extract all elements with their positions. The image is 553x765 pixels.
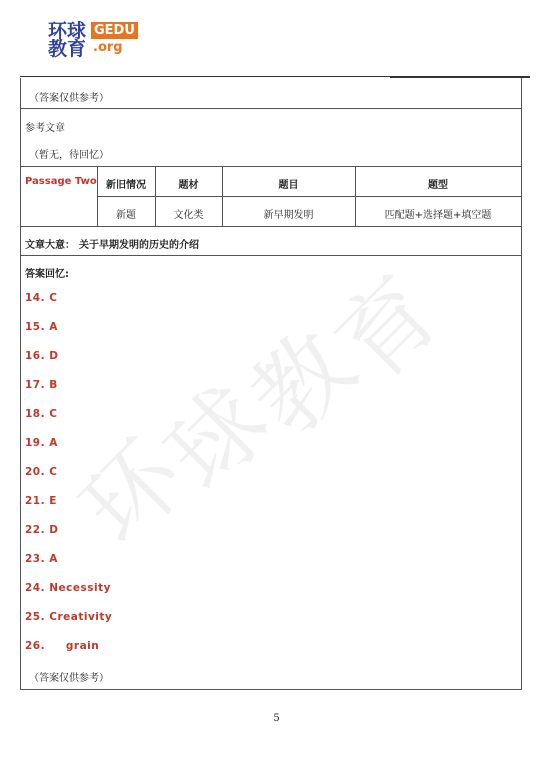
answers-label: 答案回忆:	[25, 269, 69, 280]
answer-item: 18. C	[25, 408, 58, 420]
answer-item: 22. D	[25, 524, 59, 536]
answer-item: 26. grain	[25, 640, 100, 652]
answer-item: 23. A	[25, 553, 58, 565]
value-genre: 文化类	[173, 210, 204, 221]
answer-item: 16. D	[25, 350, 59, 362]
content-table	[20, 78, 522, 690]
divider	[21, 255, 521, 256]
header-question-type: 题型	[428, 180, 448, 191]
page-number: 5	[273, 713, 280, 724]
answer-item: 25. Creativity	[25, 611, 113, 623]
summary-label: 文章大意：	[25, 240, 75, 251]
answer-item: 15. A	[25, 321, 58, 333]
watermark-char-1: 环	[60, 421, 206, 567]
summary-text: 关于早期发明的历史的介绍	[79, 240, 199, 251]
answer-item: 19. A	[25, 437, 58, 449]
answer-item: 20. C	[25, 466, 58, 478]
value-status: 新题	[116, 210, 136, 221]
divider	[21, 108, 521, 109]
answer-item: 17. B	[25, 379, 58, 391]
header-genre: 题材	[178, 180, 199, 191]
ref-article-text: （暂无，待回忆）	[29, 150, 109, 161]
logo-chinese-text	[48, 22, 86, 58]
value-question-type: 匹配题+选择题+填空题	[384, 210, 492, 221]
value-title: 新早期发明	[263, 210, 314, 221]
logo-gedu-badge: GEDU	[91, 22, 138, 39]
divider	[21, 166, 521, 167]
divider	[21, 226, 521, 227]
watermark-char-3: 教	[230, 311, 376, 457]
watermark-char-4: 育	[315, 256, 461, 402]
header-status: 新旧情况	[106, 180, 146, 191]
logo-cn-line2: 教育	[48, 38, 87, 60]
answer-item: 14. C	[25, 292, 58, 304]
header-title: 题目	[278, 180, 299, 191]
logo-cn-line1: 环球	[48, 20, 87, 42]
watermark-char-2: 球	[145, 366, 291, 512]
answer-item: 21. E	[25, 495, 57, 507]
ref-article-label: 参考文章	[25, 123, 65, 134]
note-top: （答案仅供参考）	[29, 93, 109, 104]
divider	[97, 196, 521, 197]
note-bottom: （答案仅供参考）	[29, 673, 109, 684]
answer-item: 24. Necessity	[25, 582, 111, 594]
logo-org-text: .org	[93, 40, 123, 55]
gedu-logo	[48, 22, 148, 62]
passage-label: Passage Two	[25, 176, 97, 187]
